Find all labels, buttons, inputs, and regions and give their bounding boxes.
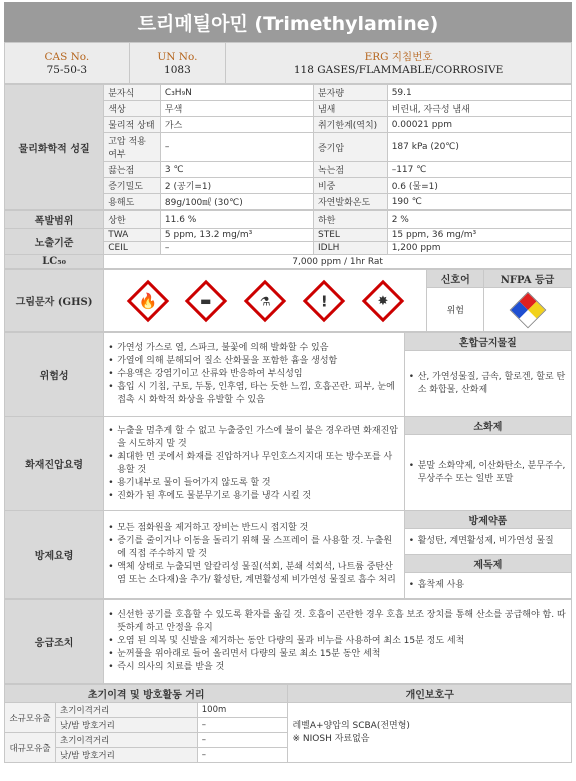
property-label: 용해도 xyxy=(104,194,161,210)
list-item: • 산, 가연성물질, 금속, 할로겐, 할로 탄소 화합물, 산화제 xyxy=(409,371,567,397)
property-value: 89g/100㎖ (30℃) xyxy=(160,194,313,210)
property-value: 187 kPa (20℃) xyxy=(387,133,571,162)
property-label: 녹는점 xyxy=(313,162,387,178)
lc50-label: LC₅₀ xyxy=(5,255,104,269)
ppe-line-2: ※ NIOSH 자료없음 xyxy=(292,733,370,744)
list-item: • 증기를 줄이거나 이동을 돌리기 위해 물 스프레이 를 사용할 것. 누출원에 직접 주수하지 말 것 xyxy=(108,535,400,561)
signal-word-value: 위험 xyxy=(427,288,484,332)
property-value: 0.6 (물=1) xyxy=(387,178,571,194)
ghs-pictograms xyxy=(108,271,422,330)
nfpa-diamond-icon xyxy=(509,291,546,328)
idlh-label: IDLH xyxy=(313,242,387,255)
upper-limit-label: 상한 xyxy=(104,211,161,229)
list-item: • 분말 소화약제, 이산화탄소, 분무주수, 무상주수 또는 일반 포말 xyxy=(409,460,567,486)
idlh-value: 1,200 ppm xyxy=(387,242,571,255)
spill-list xyxy=(108,522,400,587)
identifier-row xyxy=(4,42,572,84)
property-label: 자연발화온도 xyxy=(313,194,387,210)
list-item: • 액체 상태로 누출되면 알칼리성 물질(석회, 분쇄 석회석, 나트륨 중탄산염 또는 소다재)을 추가/ 활성탄, 계면활성제 비가연성 물질로 흡수 처리 xyxy=(108,561,400,587)
firstaid-table xyxy=(4,599,572,684)
ppe-line-1: 레벨A+양압의 SCBA(전면형) xyxy=(292,720,410,731)
property-value: 비린내, 자극성 냄새 xyxy=(387,101,571,117)
firstaid-list xyxy=(108,609,567,674)
stel-label: STEL xyxy=(313,229,387,242)
limits-table xyxy=(4,210,572,269)
property-value: 2 (공기=1) xyxy=(160,178,313,194)
signal-word-label: 신호어 xyxy=(427,270,484,288)
list-item: • 수용액은 강염기이고 산류와 반응하여 부식성임 xyxy=(108,368,400,381)
small-initial-label: 초기이격거리 xyxy=(56,703,198,718)
property-value: 3 ℃ xyxy=(160,162,313,178)
lower-limit-label: 하한 xyxy=(313,211,387,229)
extinguish-title: 소화제 xyxy=(404,417,571,435)
list-item: • 즉시 의사의 치료를 받을 것 xyxy=(108,661,567,674)
large-initial-value: – xyxy=(197,733,288,748)
list-item: • 활성탄, 계면활성제, 비가연성 물질 xyxy=(409,535,567,548)
cas-label: CAS No. xyxy=(44,50,90,63)
flame-icon: 🔥 xyxy=(126,279,168,321)
exclamation-icon: ! xyxy=(303,279,345,321)
property-value: 무색 xyxy=(160,101,313,117)
small-spill-label: 소규모유출 xyxy=(5,703,56,733)
ceil-label: CEIL xyxy=(104,242,161,255)
property-label: 취기한계(역치) xyxy=(313,117,387,133)
corrosion-icon: ⚗ xyxy=(244,279,286,321)
hazard-table xyxy=(4,332,572,599)
property-value: 0.00021 ppm xyxy=(387,117,571,133)
isolation-title: 초기이격 및 방호활동 거리 xyxy=(5,685,288,703)
isolation-table xyxy=(4,684,572,763)
firstaid-label: 응급조치 xyxy=(5,600,104,684)
property-value: C₃H₉N xyxy=(160,85,313,101)
list-item: • 최대한 먼 곳에서 화재를 진압하거나 무인호스지지대 또는 방수포를 사용할 것 xyxy=(108,451,400,477)
decon-title: 제독제 xyxy=(404,555,571,573)
list-item: • 흡착제 사용 xyxy=(409,579,567,592)
property-label: 냄새 xyxy=(313,101,387,117)
ghs-table xyxy=(4,269,572,332)
list-item: • 모든 점화원을 제거하고 장비는 반드시 접지할 것 xyxy=(108,522,400,535)
list-item: • 눈꺼풀을 위아래로 들어 올리면서 다량의 물로 최소 15분 동안 세척 xyxy=(108,648,567,661)
small-initial-value: 100m xyxy=(197,703,288,718)
explosion-label: 폭발범위 xyxy=(5,211,104,229)
cas-value: 75-50-3 xyxy=(46,63,88,76)
property-value: 가스 xyxy=(160,117,313,133)
large-spill-label: 대규모유출 xyxy=(5,733,56,763)
twa-label: TWA xyxy=(104,229,161,242)
property-label: 비중 xyxy=(313,178,387,194)
control-list xyxy=(409,535,567,548)
property-value: –117 ℃ xyxy=(387,162,571,178)
page-title: 트리메틸아민 (Trimethylamine) xyxy=(4,2,572,42)
incompat-title: 혼합금지물질 xyxy=(404,333,571,351)
large-protect-value: – xyxy=(197,748,288,763)
list-item: • 용기내부로 물이 들어가지 않도록 할 것 xyxy=(108,477,400,490)
incompat-list xyxy=(409,371,567,397)
physchem-table xyxy=(4,84,572,210)
extinguish-list xyxy=(409,460,567,486)
list-item: • 누출을 멈추게 할 수 없고 누출중인 가스에 불이 붙은 경우라면 화재진압을 시도하지 말 것 xyxy=(108,425,400,451)
list-item: • 신선한 공기를 호흡할 수 있도록 환자를 옮길 것. 호흡이 곤란한 경우 호흡 보조 장치를 통해 산소를 공급해야 함. 따뜻하게 하고 안정을 유지 xyxy=(108,609,567,635)
nfpa-label: NFPA 등급 xyxy=(484,270,572,288)
property-value: – xyxy=(160,133,313,162)
small-protect-value: – xyxy=(197,718,288,733)
small-protect-label: 낮/밤 방호거리 xyxy=(56,718,198,733)
ppe-title: 개인보호구 xyxy=(288,685,572,703)
ceil-value: – xyxy=(160,242,313,255)
lower-limit-value: 2 % xyxy=(387,211,571,229)
stel-value: 15 ppm, 36 mg/m³ xyxy=(387,229,571,242)
health-hazard-icon: ✸ xyxy=(362,279,404,321)
list-item: • 흡입 시 기침, 구토, 두통, 인후염, 타는 듯한 느낌, 호흡곤란. 피부, 눈에 접촉 시 화학적 화상을 유발할 수 있음 xyxy=(108,381,400,407)
fire-list xyxy=(108,425,400,503)
un-value: 1083 xyxy=(164,63,191,76)
property-label: 증기밀도 xyxy=(104,178,161,194)
hazard-list xyxy=(108,342,400,407)
property-label: 물리적 상태 xyxy=(104,117,161,133)
erg-value: 118 GASES/FLAMMABLE/CORROSIVE xyxy=(293,63,504,76)
property-label: 끓는점 xyxy=(104,162,161,178)
list-item: • 가열에 의해 분해되어 질소 산화물을 포함한 흄을 생성함 xyxy=(108,355,400,368)
property-label: 분자량 xyxy=(313,85,387,101)
control-title: 방제약품 xyxy=(404,511,571,529)
property-value: 59.1 xyxy=(387,85,571,101)
lc50-value: 7,000 ppm / 1hr Rat xyxy=(104,255,572,269)
upper-limit-value: 11.6 % xyxy=(160,211,313,229)
property-label: 증기압 xyxy=(313,133,387,162)
decon-list xyxy=(409,579,567,592)
erg-label: ERG 지침번호 xyxy=(364,50,433,63)
twa-value: 5 ppm, 13.2 mg/m³ xyxy=(160,229,313,242)
fire-label: 화재진압요령 xyxy=(5,417,104,511)
list-item: • 가연성 가스로 열, 스파크, 불꽃에 의해 발화할 수 있음 xyxy=(108,342,400,355)
property-label: 분자식 xyxy=(104,85,161,101)
list-item: • 진화가 된 후에도 물분무기로 용기를 냉각 시킬 것 xyxy=(108,490,400,503)
spill-label: 방제요령 xyxy=(5,511,104,599)
list-item: • 오염 된 의복 및 신발을 제거하는 동안 다량의 물과 비누를 사용하여 최소 15분 정도 세척 xyxy=(108,635,567,648)
ghs-label: 그림문자 (GHS) xyxy=(5,270,104,332)
large-initial-label: 초기이격거리 xyxy=(56,733,198,748)
exposure-label: 노출기준 xyxy=(5,229,104,255)
property-label: 색상 xyxy=(104,101,161,117)
property-value: 190 ℃ xyxy=(387,194,571,210)
large-protect-label: 낮/밤 방호거리 xyxy=(56,748,198,763)
gas-cylinder-icon: ▬ xyxy=(185,279,227,321)
property-label: 고압 적용 여부 xyxy=(104,133,161,162)
physchem-label: 물리화학적 성질 xyxy=(5,85,104,210)
hazard-label: 위험성 xyxy=(5,333,104,417)
un-label: UN No. xyxy=(157,50,198,63)
